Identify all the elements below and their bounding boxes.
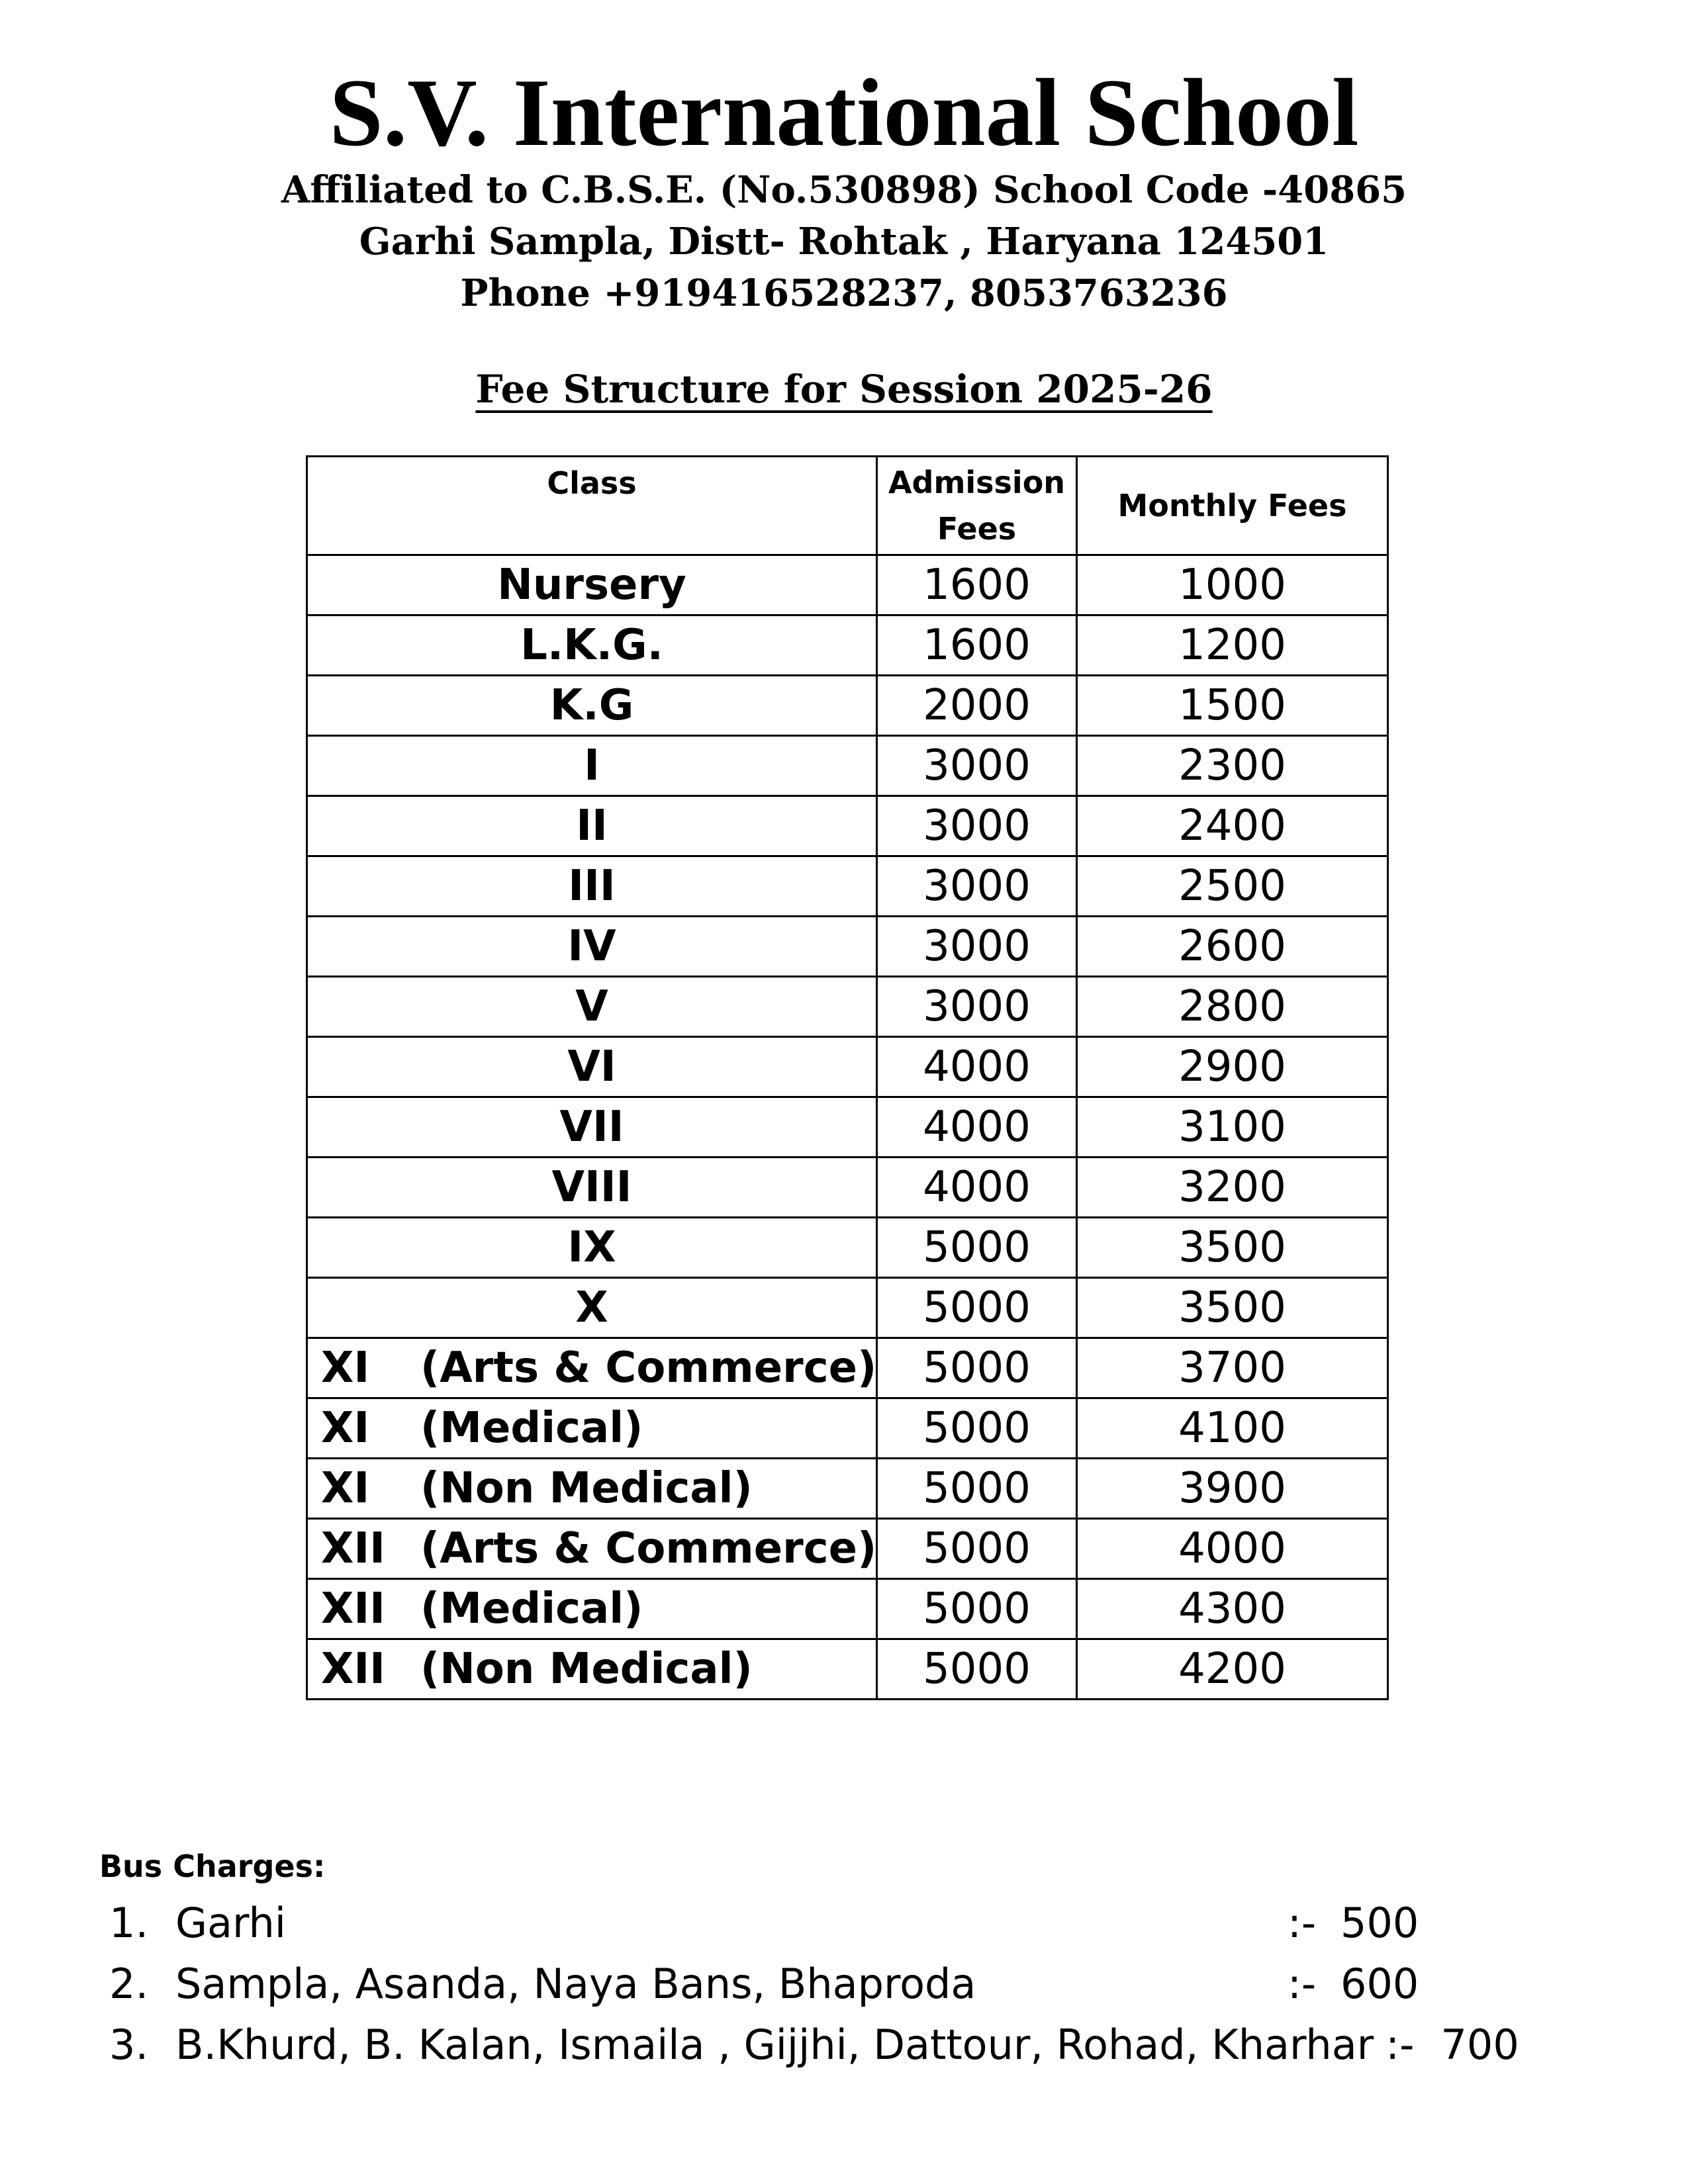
admission-fee-cell: 5000 — [877, 1218, 1077, 1278]
bus-item-separator: :- — [1288, 1960, 1317, 2008]
bus-charges-title: Bus Charges: — [99, 1848, 326, 1884]
monthly-fee-cell: 2900 — [1077, 1037, 1388, 1097]
header-admission-fees: Admission Fees — [877, 457, 1077, 555]
phone-line: Phone +919416528237, 8053763236 — [460, 271, 1228, 315]
class-label: XII — [321, 1584, 385, 1633]
admission-fee-cell: 1600 — [877, 615, 1077, 676]
bus-item-number: 3. — [109, 2021, 149, 2069]
table-row — [307, 1278, 1388, 1338]
table-row — [307, 1519, 1388, 1579]
admission-fee-cell: 5000 — [877, 1338, 1077, 1398]
admission-fee-cell: 5000 — [877, 1519, 1077, 1579]
class-cell: X — [307, 1278, 877, 1338]
table-row — [307, 1459, 1388, 1519]
monthly-fee-cell: 4100 — [1077, 1398, 1388, 1459]
class-cell — [307, 1579, 877, 1639]
table-row — [307, 736, 1388, 796]
admission-fee-cell: 4000 — [877, 1097, 1077, 1158]
bus-item-number: 1. — [109, 1899, 149, 1947]
admission-fee-cell: 3000 — [877, 917, 1077, 977]
monthly-fee-cell: 4300 — [1077, 1579, 1388, 1639]
header-monthly-fees: Monthly Fees — [1077, 457, 1388, 555]
bus-item-charge: 600 — [1340, 1960, 1419, 2008]
admission-fee-cell: 5000 — [877, 1639, 1077, 1700]
header-class: Class — [307, 457, 877, 555]
table-row — [307, 1398, 1388, 1459]
monthly-fee-cell: 2800 — [1077, 977, 1388, 1037]
class-cell: IV — [307, 917, 877, 977]
class-label: XII — [321, 1645, 385, 1694]
table-row — [307, 1639, 1388, 1700]
class-cell: VII — [307, 1097, 877, 1158]
class-cell: L.K.G. — [307, 615, 877, 676]
admission-fee-cell: 5000 — [877, 1398, 1077, 1459]
table-row — [307, 1218, 1388, 1278]
monthly-fee-cell: 3200 — [1077, 1158, 1388, 1218]
class-label: XII — [321, 1524, 385, 1573]
bus-item-separator: :- — [1385, 2021, 1415, 2069]
class-cell — [307, 1338, 877, 1398]
class-cell: II — [307, 796, 877, 856]
class-cell: VIII — [307, 1158, 877, 1218]
bus-item-separator: :- — [1288, 1899, 1317, 1947]
bus-item-places: B.Khurd, B. Kalan, Ismaila , Gijjhi, Dattour, Rohad, Kharhar — [175, 2021, 1374, 2069]
monthly-fee-cell: 1200 — [1077, 615, 1388, 676]
admission-fee-cell: 3000 — [877, 856, 1077, 917]
table-row — [307, 615, 1388, 676]
table-row — [307, 1037, 1388, 1097]
class-label: XI — [321, 1464, 370, 1513]
admission-fee-cell: 5000 — [877, 1579, 1077, 1639]
list-item — [109, 2015, 1599, 2075]
monthly-fee-cell: 3700 — [1077, 1338, 1388, 1398]
school-name: S.V. International School — [329, 59, 1359, 166]
table-row — [307, 977, 1388, 1037]
fee-table — [306, 455, 1389, 1700]
admission-fee-cell: 4000 — [877, 1158, 1077, 1218]
monthly-fee-cell: 3500 — [1077, 1278, 1388, 1338]
monthly-fee-cell: 3100 — [1077, 1097, 1388, 1158]
stream-label: (Medical) — [420, 1404, 643, 1453]
table-row — [307, 676, 1388, 736]
monthly-fee-cell: 2600 — [1077, 917, 1388, 977]
monthly-fee-cell: 2300 — [1077, 736, 1388, 796]
stream-label: (Arts & Commerce) — [420, 1343, 877, 1392]
stream-label: (Medical) — [420, 1584, 643, 1633]
bus-item-line — [175, 2015, 1519, 2075]
admission-fee-cell: 3000 — [877, 736, 1077, 796]
monthly-fee-cell: 2500 — [1077, 856, 1388, 917]
table-row — [307, 555, 1388, 615]
class-cell: Nursery — [307, 555, 877, 615]
table-row — [307, 796, 1388, 856]
class-cell — [307, 1398, 877, 1459]
class-cell: I — [307, 736, 877, 796]
affiliation-line: Affiliated to C.B.S.E. (No.530898) School Code -40865 — [281, 168, 1407, 212]
bus-item-places: Sampla, Asanda, Naya Bans, Bhaproda — [175, 1960, 976, 2008]
class-label: XI — [321, 1343, 370, 1392]
monthly-fee-cell: 4200 — [1077, 1639, 1388, 1700]
table-row — [307, 917, 1388, 977]
class-cell: VI — [307, 1037, 877, 1097]
table-row — [307, 1097, 1388, 1158]
bus-charges-list — [109, 1893, 1599, 2075]
admission-fee-cell: 5000 — [877, 1459, 1077, 1519]
table-row — [307, 856, 1388, 917]
class-label: XI — [321, 1404, 370, 1453]
fee-structure-title-text: Fee Structure for Session 2025-26 — [475, 367, 1213, 412]
list-item — [109, 1954, 1599, 2015]
table-row — [307, 1579, 1388, 1639]
stream-label: (Non Medical) — [420, 1464, 753, 1513]
monthly-fee-cell: 3500 — [1077, 1218, 1388, 1278]
table-row — [307, 1158, 1388, 1218]
monthly-fee-cell: 2400 — [1077, 796, 1388, 856]
bus-item-charge: 700 — [1440, 2021, 1519, 2069]
fee-structure-title — [0, 363, 1688, 416]
stream-label: (Arts & Commerce) — [420, 1524, 877, 1573]
table-row — [307, 1338, 1388, 1398]
admission-fee-cell: 5000 — [877, 1278, 1077, 1338]
admission-fee-cell: 3000 — [877, 977, 1077, 1037]
list-item — [109, 1893, 1599, 1954]
monthly-fee-cell: 3900 — [1077, 1459, 1388, 1519]
class-cell — [307, 1459, 877, 1519]
fee-table-header-row — [307, 457, 1388, 555]
address-line: Garhi Sampla, Distt- Rohtak , Haryana 124501 — [359, 220, 1329, 263]
class-cell: III — [307, 856, 877, 917]
admission-fee-cell: 1600 — [877, 555, 1077, 615]
stream-label: (Non Medical) — [420, 1645, 753, 1694]
admission-fee-cell: 4000 — [877, 1037, 1077, 1097]
bus-item-charge: 500 — [1340, 1899, 1419, 1947]
class-cell: K.G — [307, 676, 877, 736]
class-cell: V — [307, 977, 877, 1037]
monthly-fee-cell: 1500 — [1077, 676, 1388, 736]
admission-fee-cell: 2000 — [877, 676, 1077, 736]
fee-table-body — [307, 555, 1388, 1700]
class-cell — [307, 1519, 877, 1579]
admission-fee-cell: 3000 — [877, 796, 1077, 856]
monthly-fee-cell: 1000 — [1077, 555, 1388, 615]
monthly-fee-cell: 4000 — [1077, 1519, 1388, 1579]
bus-item-places: Garhi — [175, 1899, 286, 1947]
class-cell — [307, 1639, 877, 1700]
bus-item-number: 2. — [109, 1960, 149, 2008]
class-cell: IX — [307, 1218, 877, 1278]
